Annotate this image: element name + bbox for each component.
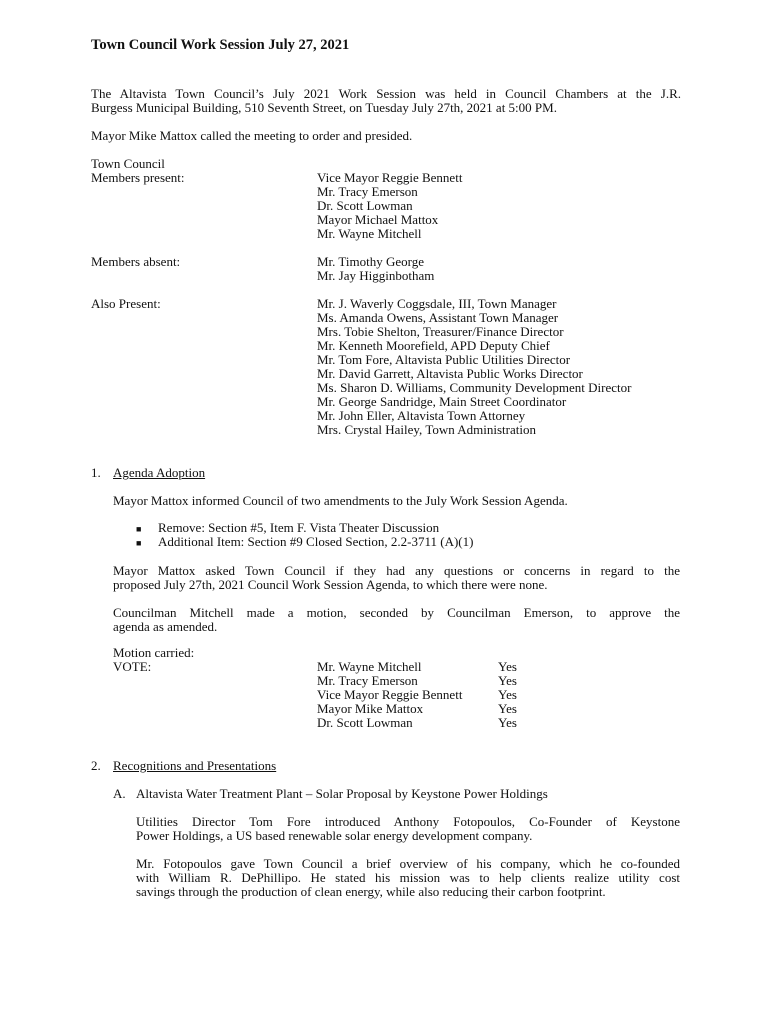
call-to-order: Mayor Mike Mattox called the meeting to order and presided. <box>91 128 413 143</box>
intro-line-1: The Altavista Town Council’s July 2021 Work Session was held in Council Chambers at the J.R. <box>91 86 681 101</box>
present-member: Vice Mayor Reggie Bennett <box>317 170 463 185</box>
vote-member-name: Mr. Tracy Emerson <box>317 673 418 688</box>
section-1-paragraph-3-line-1: Councilman Mitchell made a motion, seconded by Councilman Emerson, to approve the <box>113 605 680 620</box>
section-1-paragraph-1: Mayor Mattox informed Council of two amendments to the July Work Session Agenda. <box>113 493 568 508</box>
section-2-paragraph-1-line-1: Utilities Director Tom Fore introduced Anthony Fotopoulos, Co-Founder of Keystone <box>136 814 680 829</box>
intro-line-2: Burgess Municipal Building, 510 Seventh Street, on Tuesday July 27th, 2021 at 5:00 PM. <box>91 100 557 115</box>
also-present-person: Mrs. Tobie Shelton, Treasurer/Finance Director <box>317 324 564 339</box>
also-present-person: Ms. Sharon D. Williams, Community Development Director <box>317 380 632 395</box>
also-present-person: Mr. John Eller, Altavista Town Attorney <box>317 408 526 423</box>
also-present-person: Mrs. Crystal Hailey, Town Administration <box>317 422 536 437</box>
also-present-label: Also Present: <box>91 296 161 311</box>
vote-result: Yes <box>498 715 517 730</box>
section-1-paragraph-3-line-2: agenda as amended. <box>113 619 218 634</box>
section-2-paragraph-1-line-2: Power Holdings, a US based renewable solar energy development company. <box>136 828 533 843</box>
section-2-paragraph-2-line-3: savings through the production of clean energy, while also reducing their carbon footprint. <box>136 884 606 899</box>
bullet-icon: ■ <box>136 524 142 534</box>
section-1-number: 1. <box>91 465 101 480</box>
section-1-heading: Agenda Adoption <box>113 465 206 480</box>
amendment-item: Remove: Section #5, Item F. Vista Theater Discussion <box>158 520 440 535</box>
section-2-paragraph-2-line-2: with William R. DePhillipo. He stated his mission was to help clients realize utility cost <box>136 870 680 885</box>
section-1-paragraph-2-line-2: proposed July 27th, 2021 Council Work Session Agenda, to which there were none. <box>113 577 548 592</box>
also-present-person: Mr. George Sandridge, Main Street Coordinator <box>317 394 567 409</box>
subsection-a-label: A. <box>113 786 126 801</box>
present-label-line-1: Town Council <box>91 156 165 171</box>
present-member: Mr. Tracy Emerson <box>317 184 418 199</box>
vote-result: Yes <box>498 687 517 702</box>
present-label-line-2: Members present: <box>91 170 185 185</box>
also-present-person: Ms. Amanda Owens, Assistant Town Manager <box>317 310 559 325</box>
section-2-paragraph-2-line-1: Mr. Fotopoulos gave Town Council a brief overview of his company, which he co-founded <box>136 856 680 871</box>
motion-carried: Motion carried: <box>113 645 195 660</box>
vote-result: Yes <box>498 659 517 674</box>
absent-member: Mr. Jay Higginbotham <box>317 268 435 283</box>
present-member: Mr. Wayne Mitchell <box>317 226 422 241</box>
vote-member-name: Mr. Wayne Mitchell <box>317 659 422 674</box>
present-member: Dr. Scott Lowman <box>317 198 413 213</box>
vote-member-name: Mayor Mike Mattox <box>317 701 424 716</box>
also-present-person: Mr. Tom Fore, Altavista Public Utilities Director <box>317 352 571 367</box>
subsection-a-heading: Altavista Water Treatment Plant – Solar Proposal by Keystone Power Holdings <box>136 786 548 801</box>
absent-member: Mr. Timothy George <box>317 254 425 269</box>
vote-label: VOTE: <box>113 659 152 674</box>
vote-result: Yes <box>498 701 517 716</box>
amendment-item: Additional Item: Section #9 Closed Section, 2.2-3711 (A)(1) <box>158 534 474 549</box>
vote-member-name: Dr. Scott Lowman <box>317 715 413 730</box>
vote-result: Yes <box>498 673 517 688</box>
bullet-icon: ■ <box>136 538 142 548</box>
section-2-heading: Recognitions and Presentations <box>113 758 277 773</box>
also-present-person: Mr. David Garrett, Altavista Public Works Director <box>317 366 583 381</box>
vote-member-name: Vice Mayor Reggie Bennett <box>317 687 463 702</box>
section-2-number: 2. <box>91 758 101 773</box>
section-1-paragraph-2-line-1: Mayor Mattox asked Town Council if they had any questions or concerns in regard to the <box>113 563 680 578</box>
present-member: Mayor Michael Mattox <box>317 212 439 227</box>
absent-label: Members absent: <box>91 254 181 269</box>
also-present-person: Mr. Kenneth Moorefield, APD Deputy Chief <box>317 338 550 353</box>
page-title: Town Council Work Session July 27, 2021 <box>91 37 350 53</box>
also-present-person: Mr. J. Waverly Coggsdale, III, Town Manager <box>317 296 557 311</box>
